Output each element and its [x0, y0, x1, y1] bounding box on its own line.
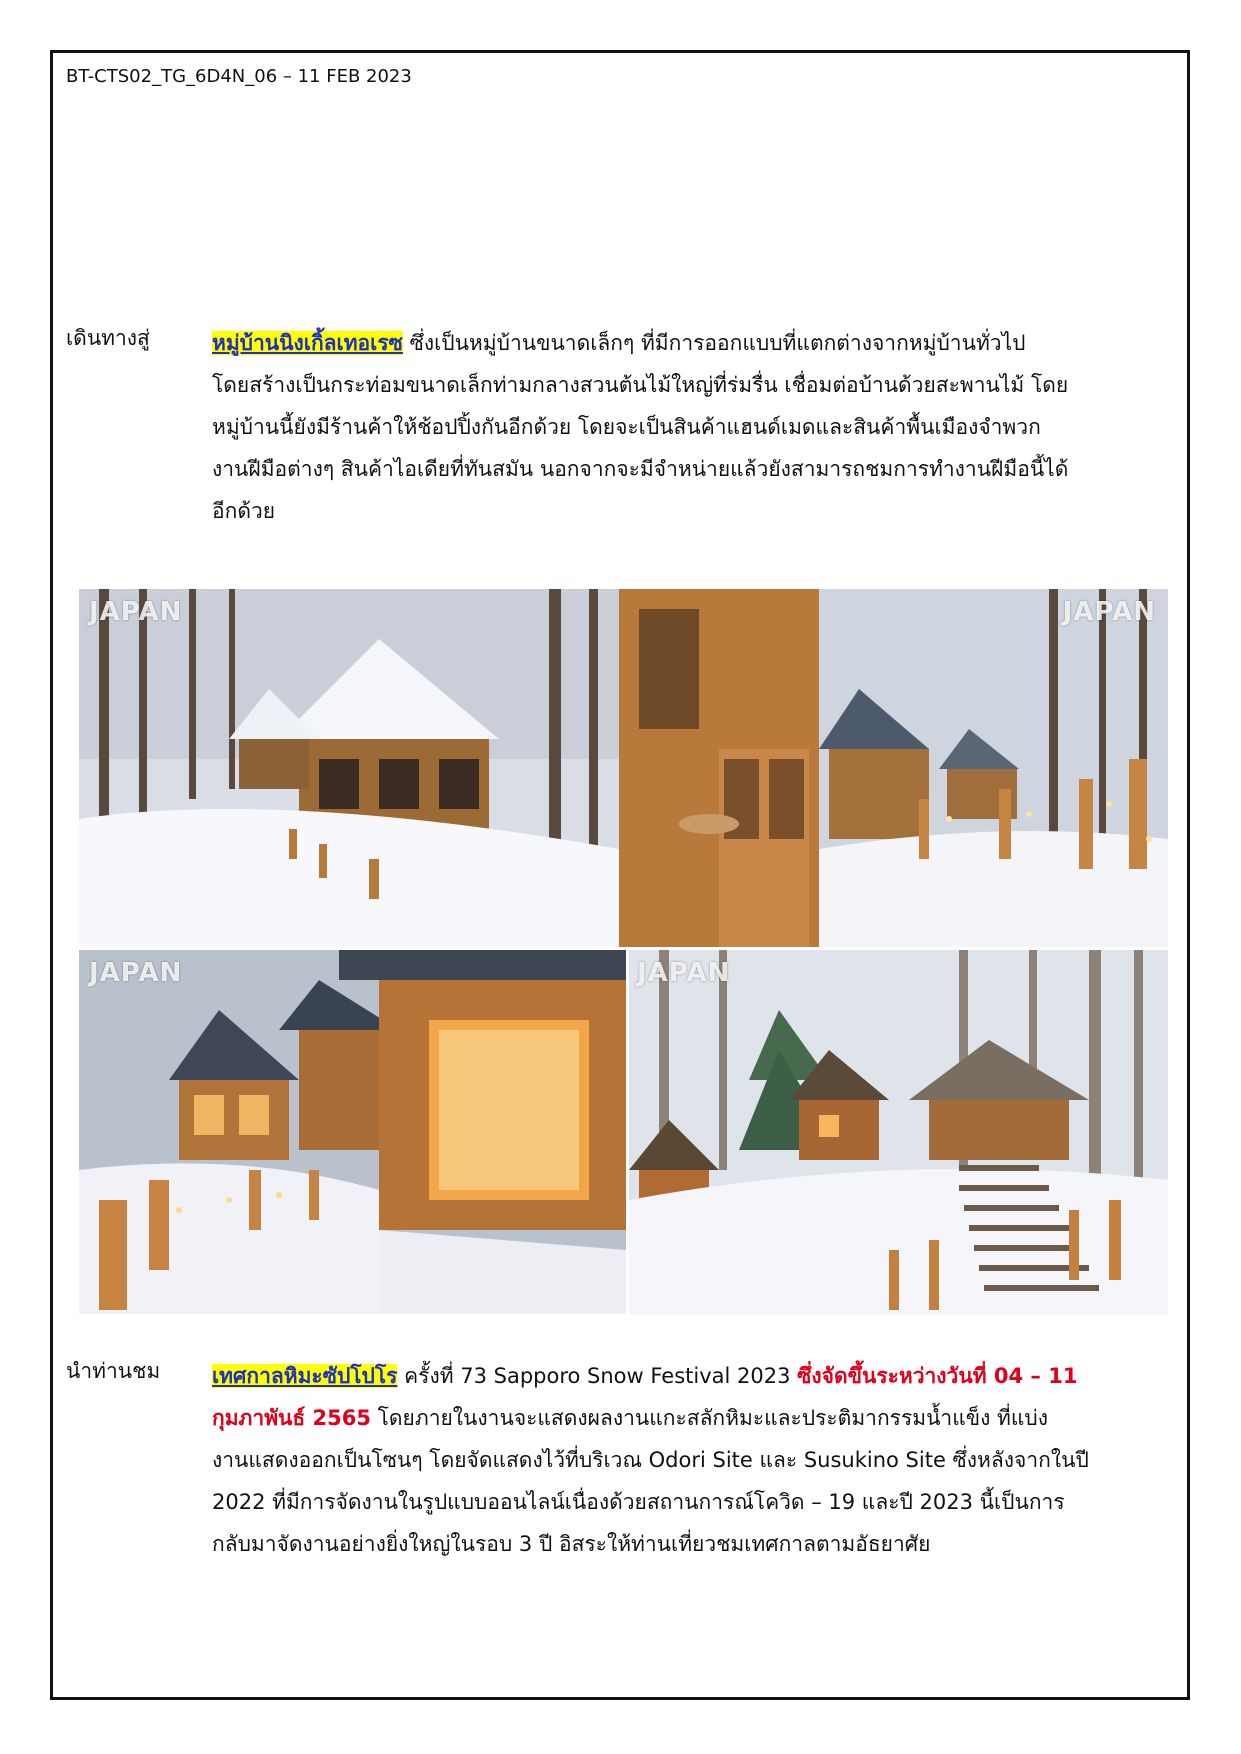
snow-festival-highlight: เทศกาลหิมะซัปโปโร	[212, 1364, 398, 1388]
festival-month-red: กุมภาพันธ์ 2565	[212, 1406, 371, 1430]
festival-dates-red: ซึ่งจัดขึ้นระหว่างวันที่ 04 – 11	[797, 1364, 1078, 1388]
section1-line3: หมู่บ้านนี้ยังมีร้านค้าให้ช้อปปิ้งกันอีกด้วย โดยจะเป็นสินค้าแฮนด์เมดและสินค้าพื้นเมืองจำพวก	[212, 415, 1041, 439]
photo3-watermark: JAPAN	[89, 958, 183, 988]
section2-line3: งานแสดงออกเป็นโซนๆ โดยจัดแสดงไว้ที่บริเวณ Odori Site และ Susukino Site ซึ่งหลังจากในปี	[212, 1448, 1089, 1472]
section1-label: เดินทางสู่	[66, 326, 150, 350]
photo-cabin-snow	[79, 589, 619, 947]
document-code: BT-CTS02_TG_6D4N_06 – 11 FEB 2023	[66, 66, 412, 87]
section1-line4: งานฝีมือต่างๆ สินค้าไอเดียที่ทันสมัน นอกจากจะมีจำหน่ายแล้วยังสามารถชมการทำงานฝีมือนี้ได้	[212, 457, 1069, 481]
section2-line2: โดยภายในงานจะแสดงผลงานแกะสลักหิมะและประติมากรรมน้ำแข็ง ที่แบ่ง	[370, 1406, 1049, 1430]
section2-line5: กลับมาจัดงานอย่างยิ่งใหญ่ในรอบ 3 ปี อิสระให้ท่านเที่ยวชมเทศกาลตามอัธยาศัย	[212, 1532, 931, 1556]
photo-evening-path	[79, 950, 626, 1314]
photo2-watermark: JAPAN	[1062, 597, 1156, 627]
photo4-watermark: JAPAN	[637, 958, 731, 988]
ningle-terrace-highlight: หมู่บ้านนิงเกิ้ลเทอเรซ	[212, 331, 403, 355]
section1-line5: อีกด้วย	[212, 499, 276, 523]
photo1-watermark: JAPAN	[89, 597, 183, 627]
section2-line1-mid: ครั้งที่ 73 Sapporo Snow Festival 2023	[397, 1364, 798, 1388]
section1-line2: โดยสร้างเป็นกระท่อมขนาดเล็กท่ามกลางสวนต้นไม้ใหญ่ที่ร่มรื่น เชื่อมต่อบ้านด้วยสะพานไม้ โดย	[212, 373, 1069, 397]
section1-paragraph	[212, 322, 1172, 532]
section2-line4: 2022 ที่มีการจัดงานในรูปแบบออนไลน์เนื่องด้วยสถานการณ์โควิด – 19 และปี 2023 นี้เป็นการ	[212, 1490, 1065, 1514]
section1-line1: ซึ่งเป็นหมู่บ้านขนาดเล็กๆ ที่มีการออกแบบที่แตกต่างจากหมู่บ้านทั่วไป	[402, 331, 1026, 355]
photo-shop-door	[619, 589, 1168, 947]
section2-paragraph	[212, 1355, 1172, 1565]
section2-label: นำท่านชม	[66, 1359, 161, 1383]
photo-stairs	[629, 950, 1168, 1314]
